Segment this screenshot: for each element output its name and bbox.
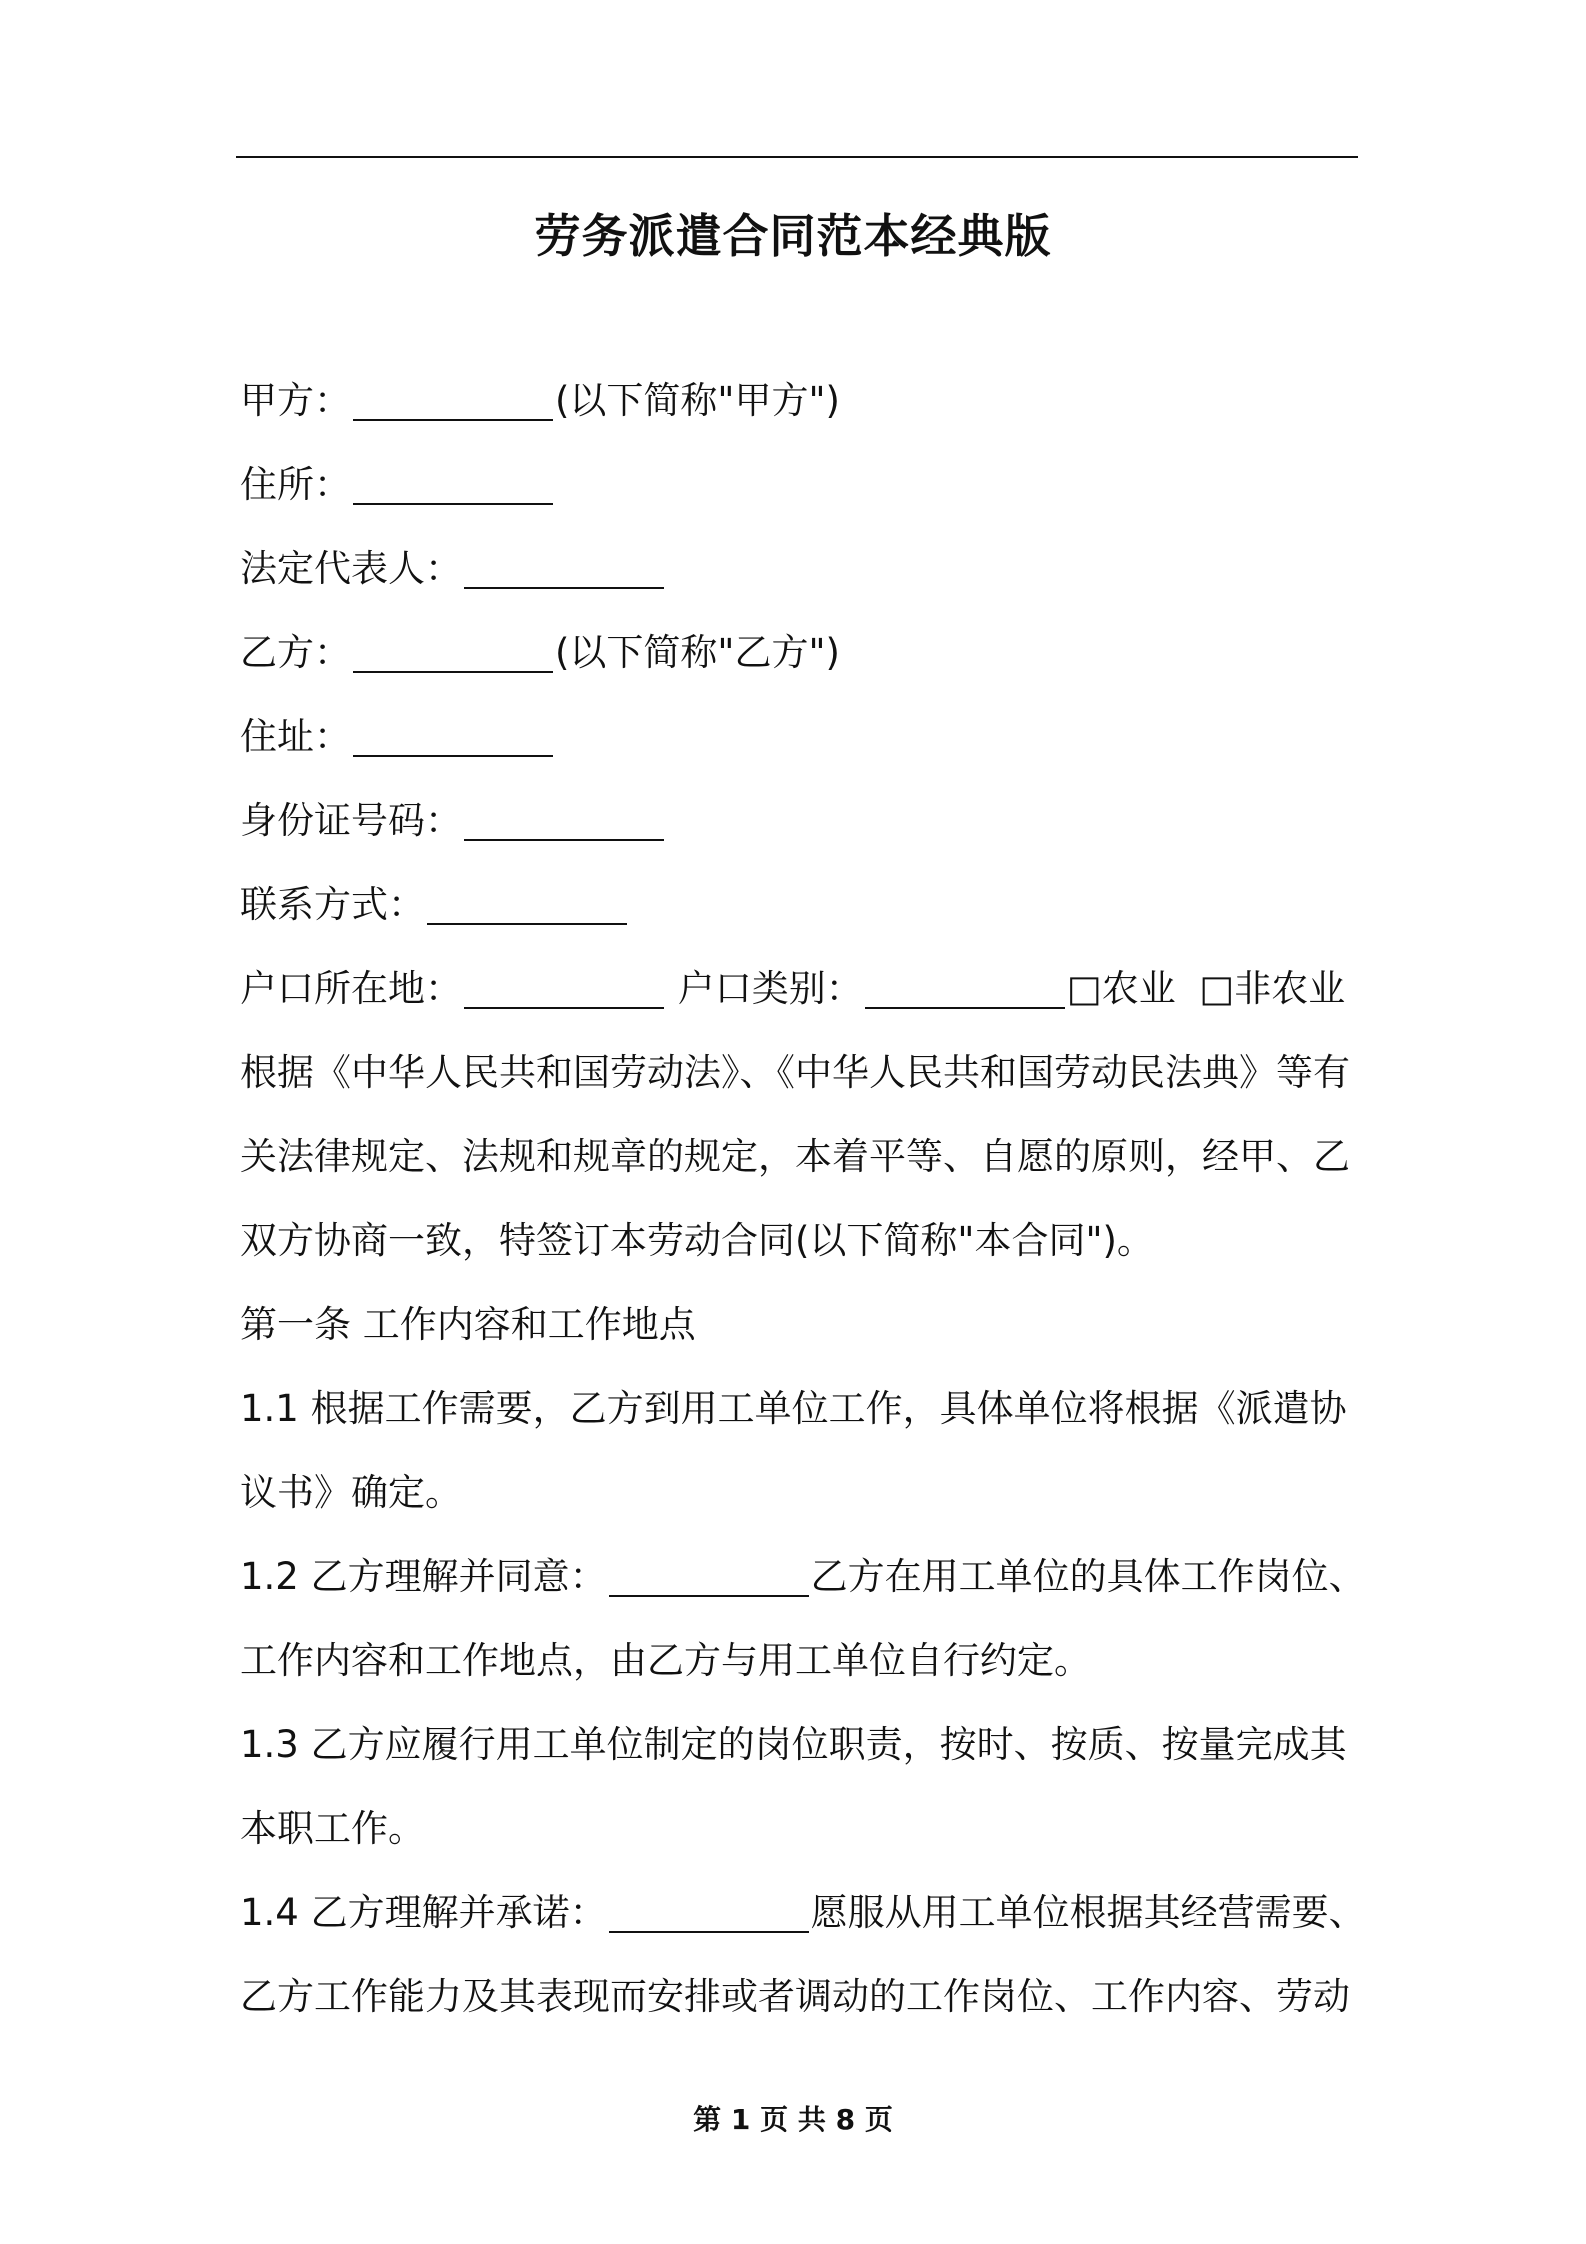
clause-1-2-line-1 (240, 1551, 1370, 1603)
address-blank[interactable] (353, 721, 553, 757)
clause-1-4-suffix: 愿服从用工单位根据其经营需要、 (810, 1891, 1366, 1934)
address-label: 住址： (240, 715, 351, 758)
hukou-place-blank[interactable] (464, 973, 664, 1009)
preamble-line-1: 根据《中华人民共和国劳动法》、《中华人民共和国劳动民法典》等有 (240, 1051, 1350, 1094)
party-b-label: 乙方： (240, 631, 351, 674)
id-label: 身份证号码： (240, 799, 462, 842)
article-1-heading: 第一条 工作内容和工作地点 (240, 1303, 696, 1346)
id-blank[interactable] (464, 805, 664, 841)
residence-line (240, 459, 1370, 511)
hukou-type-label: 户口类别： (677, 967, 863, 1010)
contact-blank[interactable] (427, 889, 627, 925)
hukou-place-label: 户口所在地： (240, 967, 462, 1010)
address-line (240, 711, 1370, 763)
hukou-type-blank[interactable] (865, 973, 1065, 1009)
clause-1-2-prefix: 1.2 乙方理解并同意： (240, 1555, 607, 1598)
preamble-line-3: 双方协商一致，特签订本劳动合同(以下简称"本合同")。 (240, 1219, 1154, 1262)
contact-label: 联系方式： (240, 883, 425, 926)
clause-1-4-line-2: 乙方工作能力及其表现而安排或者调动的工作岗位、工作内容、劳动 (240, 1975, 1350, 2018)
legal-rep-line (240, 543, 1370, 595)
party-b-line (240, 627, 1370, 679)
party-a-note: (以下简称"甲方") (555, 379, 840, 422)
party-b-note: (以下简称"乙方") (555, 631, 840, 674)
clause-1-2-line-2: 工作内容和工作地点，由乙方与用工单位自行约定。 (240, 1639, 1091, 1682)
party-a-label: 甲方： (240, 379, 351, 422)
clause-1-4-line-1 (240, 1887, 1370, 1939)
clause-1-3-line-2: 本职工作。 (240, 1807, 425, 1850)
party-a-line (240, 375, 1370, 427)
clause-1-1-line-1: 1.1 根据工作需要，乙方到用工单位工作，具体单位将根据《派遣协 (240, 1387, 1347, 1430)
preamble-line-2: 关法律规定、法规和规章的规定，本着平等、自愿的原则，经甲、乙 (240, 1135, 1350, 1178)
clause-1-2-suffix: 乙方在用工单位的具体工作岗位、 (810, 1555, 1366, 1598)
clause-1-4-blank[interactable] (609, 1897, 809, 1933)
party-b-blank[interactable] (353, 637, 553, 673)
hukou-line (240, 963, 1370, 1015)
clause-1-4-prefix: 1.4 乙方理解并承诺： (240, 1891, 607, 1934)
clause-1-3-line-1: 1.3 乙方应履行用工单位制定的岗位职责，按时、按质、按量完成其 (240, 1723, 1347, 1766)
legal-rep-blank[interactable] (464, 553, 664, 589)
residence-label: 住所： (240, 463, 351, 506)
id-line (240, 795, 1370, 847)
legal-rep-label: 法定代表人： (240, 547, 462, 590)
agri-checkbox[interactable]: □农业 (1066, 967, 1176, 1010)
clause-1-2-blank[interactable] (609, 1561, 809, 1597)
contact-line (240, 879, 1370, 931)
party-a-blank[interactable] (353, 385, 553, 421)
document-title: 劳务派遣合同范本经典版 (534, 209, 1052, 263)
nonagri-checkbox[interactable]: □非农业 (1199, 967, 1346, 1010)
residence-blank[interactable] (353, 469, 553, 505)
clause-1-1-line-2: 议书》确定。 (240, 1471, 462, 1514)
page-footer: 第 1 页 共 8 页 (693, 2103, 893, 2136)
header-rule (236, 156, 1358, 158)
